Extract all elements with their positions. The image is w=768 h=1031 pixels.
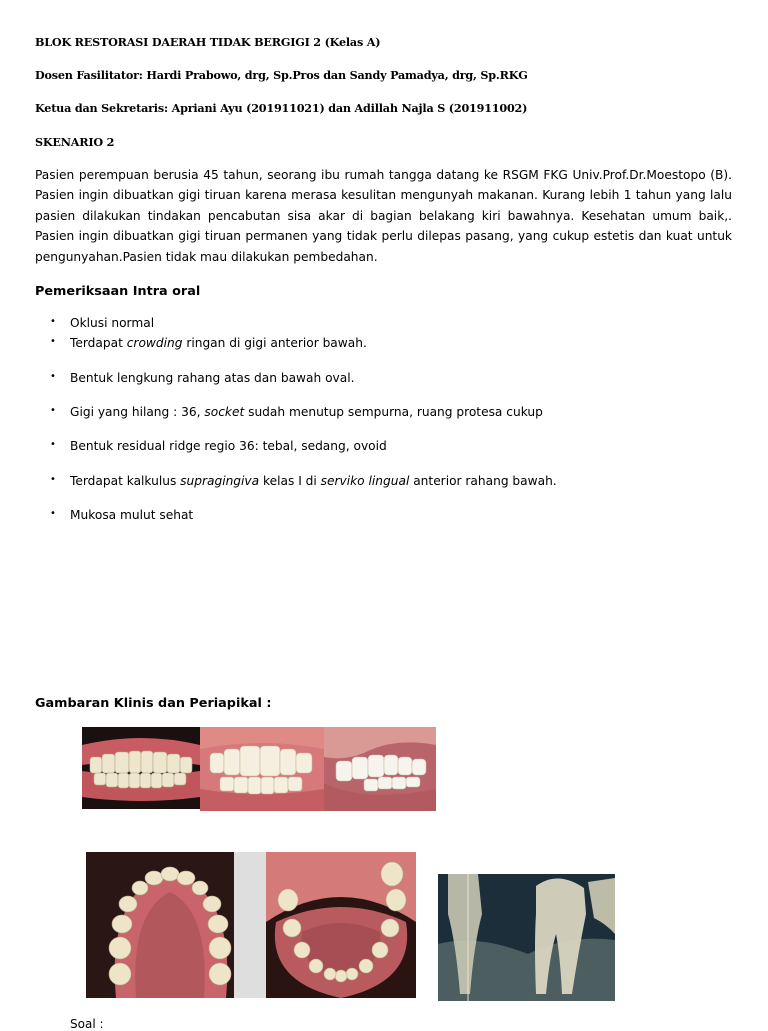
clinical-images-heading: Gambaran Klinis dan Periapikal : (35, 696, 272, 711)
clinical-photo-anterior (200, 727, 324, 811)
finding-term-italic: supragingiva (180, 474, 260, 488)
periapical-radiograph (438, 874, 615, 1001)
clinical-photo-lower-occlusal (266, 852, 416, 998)
clinical-photo-lateral (324, 727, 436, 811)
finding-text (70, 474, 557, 488)
finding-text-part: anterior rahang bawah. (409, 474, 557, 488)
finding-text (70, 336, 367, 350)
clinical-photo-upper-occlusal (86, 852, 266, 998)
intra-oral-heading: Pemeriksaan Intra oral (35, 284, 201, 299)
finding-text-part: Gigi yang hilang : 36, (70, 405, 205, 419)
skenario-heading: SKENARIO 2 (35, 135, 115, 149)
bullet-marker: • (50, 405, 56, 416)
finding-text-part: Terdapat kalkulus (70, 474, 181, 488)
bullet-marker: • (50, 439, 56, 450)
document-title: BLOK RESTORASI DAERAH TIDAK BERGIGI 2 (Kelas A) (35, 35, 381, 49)
soal-heading: Soal : (70, 1017, 104, 1031)
finding-term-italic: crowding (126, 336, 183, 350)
finding-text-part: sudah menutup sempurna, ruang protesa cukup (244, 405, 543, 419)
finding-term-italic: serviko lingual (320, 474, 410, 488)
finding-text (70, 405, 543, 419)
bullet-marker: • (50, 508, 56, 519)
finding-text (70, 439, 387, 453)
bullet-marker: • (50, 371, 56, 382)
finding-text-part: Bentuk lengkung rahang atas dan bawah oval. (70, 371, 355, 385)
finding-text (70, 316, 154, 330)
finding-text (70, 508, 193, 522)
finding-text-part: Mukosa mulut sehat (70, 508, 194, 522)
finding-text-part: ringan di gigi anterior bawah. (182, 336, 367, 350)
clinical-photo-frontal-occlusion (82, 727, 200, 809)
bullet-marker: • (50, 336, 56, 347)
finding-term-italic: socket (204, 405, 245, 419)
ketua-sekretaris: Ketua dan Sekretaris: Apriani Ayu (201911021) dan Adillah Najla S (201911002) (35, 101, 528, 115)
finding-text (70, 371, 355, 385)
bullet-marker: • (50, 474, 56, 485)
finding-text-part: kelas I di (259, 474, 321, 488)
dosen-fasilitator: Dosen Fasilitator: Hardi Prabowo, drg, Sp.Pros dan Sandy Pamadya, drg, Sp.RKG (35, 68, 528, 82)
scenario-paragraph: Pasien perempuan berusia 45 tahun, seorang ibu rumah tangga datang ke RSGM FKG Univ.Prof.Dr.Moestopo (B). Pasien ingin dibuatkan gigi tiruan karena merasa kesulitan mengunyah makanan. Kurang lebih 1 tahun yang lalu pasien dilakukan tindakan pencabutan sisa akar di bagian belakang kiri bawahnya. Kesehatan umum baik,. Pasien ingin dibuatkan gigi tiruan permanen yang tidak perlu dilepas pasang, yang cukup estetis dan kuat untuk pengunyahan.Pasien tidak mau dilakukan pembedahan. (35, 168, 732, 264)
finding-text-part: Terdapat (70, 336, 127, 350)
bullet-marker: • (50, 316, 56, 327)
finding-text-part: Bentuk residual ridge regio 36: tebal, sedang, ovoid (70, 439, 387, 453)
finding-text-part: Oklusi normal (70, 316, 155, 330)
